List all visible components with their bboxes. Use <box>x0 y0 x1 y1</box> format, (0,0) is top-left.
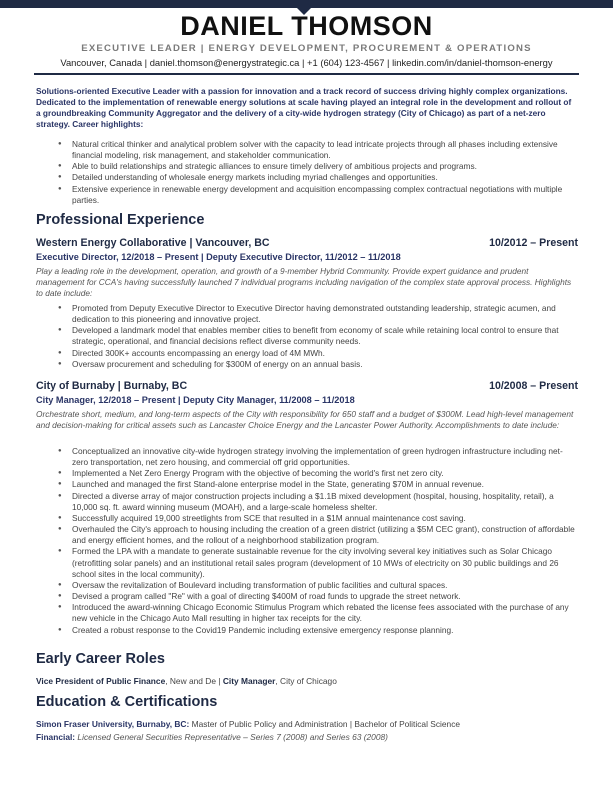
contact-info[interactable]: Vancouver, Canada | daniel.thomson@energystrategic.ca | +1 (604) 123-4567 | linkedin.com/in/daniel-thomson-energy <box>60 57 553 68</box>
job-accomplishments <box>36 303 578 370</box>
list-item: ● Launched and managed the first Stand-alone enterprise model in the State, generating $70M in annual revenue. <box>36 479 578 490</box>
job-organization: Western Energy Collaborative | Vancouver, BC <box>36 237 270 249</box>
early-career-roles <box>36 676 578 686</box>
list-item: ● Formed the LPA with a mandate to generate sustainable revenue for the city involving several key initiatives such as Solar Chicago (retrofitting solar panels) and an institutional retail sales program (development of 10 MWs of electricity on 30 public buildings and 26 school sites in the local community). <box>36 546 578 579</box>
list-item: ● Natural critical thinker and analytical problem solver with the capacity to lead intricate projects through all phases including extensive financial modeling, risk management, and stakeholder communication. <box>36 139 578 161</box>
certification-label: Financial: <box>36 732 76 742</box>
list-item: ● Developed a landmark model that enables member cities to benefit from economy of scale while retaining local control to ensure that strategic, operational, and financial decisions reflect diverse community needs. <box>36 325 578 347</box>
list-item: ● Directed a diverse array of major construction projects including a $1.1B mixed development (hospital, housing, hospitality, retail), a 10,000 sq. ft. award winning museum (MOAH), and a large-scale homeless shelter. <box>36 491 578 513</box>
list-item: ● Directed 300K+ accounts encompassing an energy load of 4M MWh. <box>36 348 578 359</box>
section-heading-experience: Professional Experience <box>36 212 205 228</box>
section-heading-education: Education & Certifications <box>36 694 218 710</box>
list-item: ● Promoted from Deputy Executive Director to Executive Director having demonstrated outstanding leadership, strategic acumen, and dedication to this pioneering and innovative project. <box>36 303 578 325</box>
education-entry <box>36 719 578 729</box>
job-description: Orchestrate short, medium, and long-term aspects of the City with responsibility for 650 staff and a budget of $300M. Lead high-level management and decision-making for critical assets such as Lancaster Choice Energy and the Lancaster Power Authority. Accomplishments to date include: <box>36 409 574 430</box>
professional-title: EXECUTIVE LEADER | ENERGY DEVELOPMENT, PROCUREMENT & OPERATIONS <box>81 43 532 54</box>
certification-entry <box>36 732 578 742</box>
list-item: ● Conceptualized an innovative city-wide hydrogen strategy involving the implementation of green hydrogen infrastructure including net-zero transportation, net zero housing, and commercial off grid opportunities. <box>36 446 578 468</box>
early-org: , New and De | <box>165 676 223 686</box>
list-item: ● Created a robust response to the Covid19 Pandemic including extensive emergency response planning. <box>36 625 578 636</box>
early-role: Vice President of Public Finance <box>36 676 166 686</box>
list-item: ● Extensive experience in renewable energy development and acquisition encompassing complex contractual negotiations with multiple parties. <box>36 184 578 206</box>
job-dates: 10/2008 – Present <box>489 380 578 392</box>
list-item: ● Detailed understanding of wholesale energy markets including myriad challenges and opportunities. <box>36 172 578 183</box>
job-organization: City of Burnaby | Burnaby, BC <box>36 380 188 392</box>
job-header <box>36 237 578 249</box>
education-degrees: Master of Public Policy and Administration | Bachelor of Political Science <box>189 719 461 729</box>
summary-paragraph: Solutions-oriented Executive Leader with a passion for innovation and a track record of success driving highly complex organizations. Dedicated to the implementation of renewable energy solutions at scale having played an integral role in the development and rollout of a groundbreaking Community Aggregator and the delivery of a city-wide hydrogen strategy (City of Chicago) as part of a net-zero strategy. Career highlights: <box>36 86 572 129</box>
list-item: ● Able to build relationships and strategic alliances to ensure timely delivery of ambitious projects and programs. <box>36 161 578 172</box>
job-title: City Manager, 12/2018 – Present | Deputy City Manager, 11/2008 – 11/2018 <box>36 395 355 405</box>
list-item: ● Successfully acquired 19,000 streetlights from SCE that resulted in a $1M annual maintenance cost saving. <box>36 513 578 524</box>
section-heading-early-career: Early Career Roles <box>36 651 165 667</box>
job-header <box>36 380 578 392</box>
list-item: ● Introduced the award-winning Chicago Economic Stimulus Program which rebated the license fees associated with the purchase of any new vehicle in the Chicago Auto Mall resulting in higher tax receipts for the city. <box>36 602 578 624</box>
list-item: ● Devised a program called "Re" with a goal of directing $400M of road funds to upgrade the street network. <box>36 591 578 602</box>
summary-highlights <box>36 139 578 206</box>
certification-detail: Licensed General Securities Representative – Series 7 (2008) and Series 63 (2008) <box>75 732 388 742</box>
list-item: ● Oversaw procurement and scheduling for $300M of energy on an annual basis. <box>36 359 578 370</box>
list-item: ● Overhauled the City's approach to housing including the creation of a green district (utilizing a $5M CEC grant), construction of affordable and energy efficient homes, and the rollout of a neighborhood stabilization program. <box>36 524 578 546</box>
list-item: ● Oversaw the revitalization of Boulevard including transformation of public facilities and cultural spaces. <box>36 580 578 591</box>
education-school: Simon Fraser University, Burnaby, BC: <box>36 719 190 729</box>
list-item: ● Implemented a Net Zero Energy Program with the objective of becoming the world's first net zero city. <box>36 468 578 479</box>
candidate-name: DANIEL THOMSON <box>180 11 433 41</box>
job-description: Play a leading role in the development, operation, and growth of a 9-member Hybrid Community. Provide expert guidance and prudent management for CCA's having successfully launched 7 individual programs including navigation of the complex state approval process. Highlights to date include: <box>36 266 572 298</box>
job-dates: 10/2012 – Present <box>489 237 578 249</box>
early-role: City Manager <box>222 676 276 686</box>
job-accomplishments <box>36 446 578 636</box>
early-org: , City of Chicago <box>275 676 337 686</box>
header-divider <box>34 73 579 75</box>
job-title: Executive Director, 12/2018 – Present | Deputy Executive Director, 11/2012 – 11/2018 <box>36 252 401 262</box>
